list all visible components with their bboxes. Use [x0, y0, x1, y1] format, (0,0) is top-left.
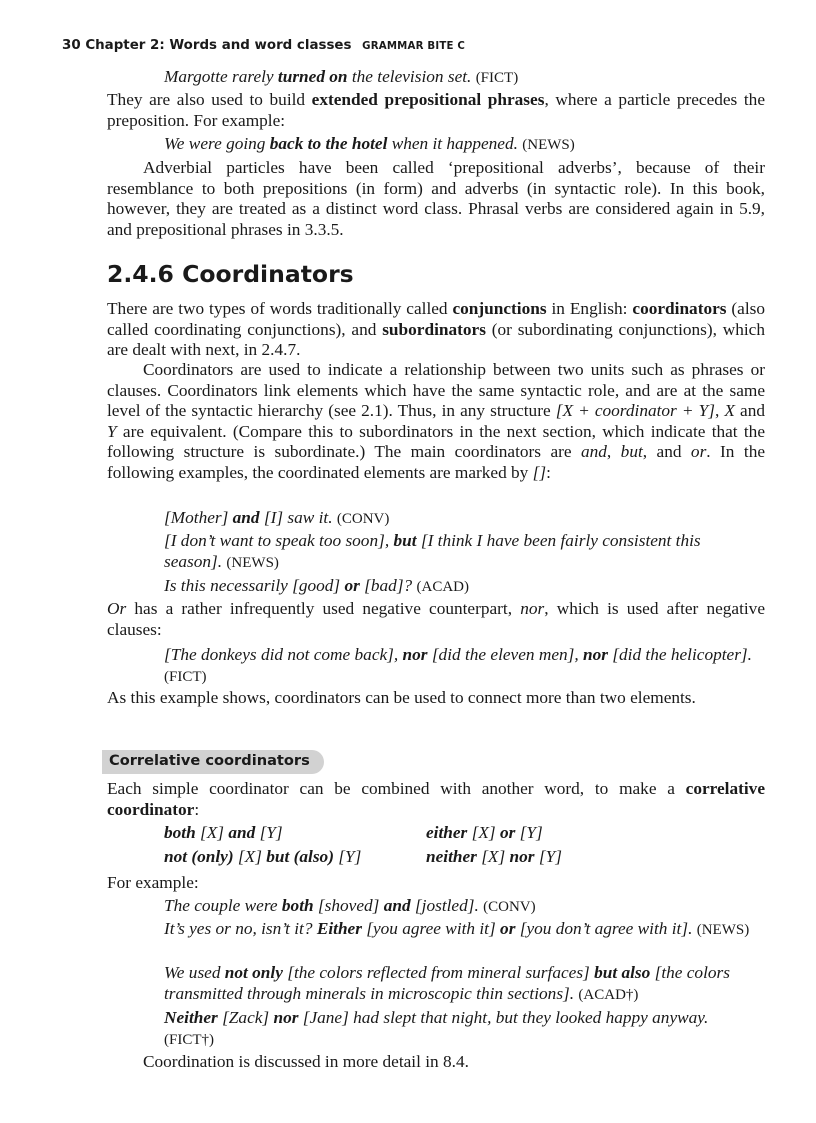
- paragraph-nor: Or has a rather infrequently used negative counterpart, nor, which is used after negative clauses:: [107, 599, 765, 639]
- section-label: GRAMMAR BITE C: [362, 41, 466, 52]
- section-heading: 2.4.6 Coordinators: [107, 260, 354, 288]
- paragraph-conjunctions: There are two types of words traditionally called conjunctions in English: coordinators (also called coordinating conjunctions), and subordinators (or subordinating conjunctions), which are dealt with next, in 2.4.7.: [107, 299, 765, 360]
- example-speak-too-soon: [I don’t want to speak too soon], but [I think I have been fairly consistent this season]. (NEWS): [164, 531, 701, 571]
- subheading-box: [102, 750, 324, 774]
- correlative-both-and: both [X] and [Y]: [164, 823, 283, 842]
- example-back-to-hotel: We were going back to the hotel when it happened. (NEWS): [164, 134, 575, 153]
- example-zack-jane: Neither [Zack] nor [Jane] had slept that night, but they looked happy anyway. (FICT†): [164, 1008, 709, 1048]
- page-number: 30: [62, 38, 81, 53]
- paragraph-correlative-intro: Each simple coordinator can be combined with another word, to make a correlative coordinator:: [107, 779, 765, 819]
- paragraph-adverbial-particles: Adverbial particles have been called ‘prepositional adverbs’, because of their resemblance to both prepositions (in form) and adverbs (in syntactic role). In this book, however, they are treated as a distinct word class. Phrasal verbs are considered again in 5.9, and prepositional phrases in 3.3.5.: [107, 158, 765, 239]
- paragraph-coordination-detail: Coordination is discussed in more detail in 8.4.: [143, 1052, 469, 1071]
- chapter-title: Chapter 2: Words and word classes: [85, 38, 352, 53]
- paragraph-more-than-two: As this example shows, coordinators can be used to connect more than two elements.: [107, 688, 696, 707]
- example-mother-and-i: [Mother] and [I] saw it. (CONV): [164, 508, 390, 527]
- correlative-not-only-but-also: not (only) [X] but (also) [Y]: [164, 847, 362, 866]
- running-header: [62, 38, 465, 53]
- example-good-or-bad: Is this necessarily [good] or [bad]? (ACAD): [164, 576, 470, 595]
- example-couple: The couple were both [shoved] and [jostled]. (CONV): [164, 896, 536, 915]
- correlative-neither-nor: neither [X] nor [Y]: [426, 847, 562, 866]
- example-donkeys: [The donkeys did not come back], nor [did the eleven men], nor [did the helicopter]. (FICT): [164, 645, 752, 685]
- example-colors: We used not only [the colors reflected from mineral surfaces] but also [the colors transmitted through minerals in microscopic thin sections]. (ACAD†): [164, 963, 730, 1003]
- example-yes-or-no: It’s yes or no, isn’t it? Either [you agree with it] or [you don’t agree with it]. (NEWS): [164, 919, 750, 938]
- paragraph-coordinators-use: Coordinators are used to indicate a relationship between two units such as phrases or clauses. Coordinators link elements which have the same syntactic role, and are at the same level of the syntactic hierarchy (see 2.1). Thus, in any structure [X + coordinator + Y], X and Y are equivalent. (Compare this to subordinators in the next section, which indicate that the following structure is subordinate.) The main coordinators are and, but, and or. In the following examples, the coordinated elements are marked by []:: [107, 360, 766, 482]
- paragraph-extended-prepositional: They are also used to build extended prepositional phrases, where a particle precedes the preposition. For example:: [107, 90, 765, 130]
- example-turned-on: Margotte rarely turned on the television set. (FICT): [164, 67, 519, 86]
- subheading-correlative: Correlative coordinators: [109, 752, 310, 769]
- for-example-label: For example:: [107, 873, 199, 892]
- correlative-either-or: either [X] or [Y]: [426, 823, 543, 842]
